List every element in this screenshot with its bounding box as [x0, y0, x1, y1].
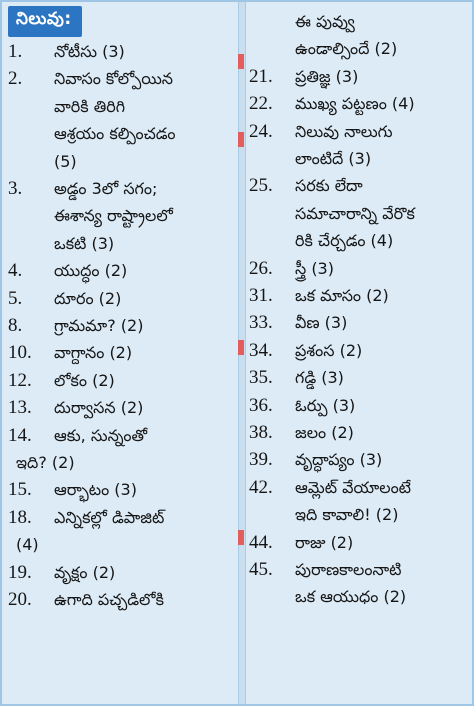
clue-continuation — [8, 150, 233, 174]
clue-text: నిలువు నాలుగు — [295, 121, 393, 141]
clue-number: 26. — [249, 257, 273, 279]
clue-item — [249, 476, 470, 500]
clue-item — [249, 120, 470, 144]
clue-text: ఆశ్రయం కల్పించడం — [54, 124, 176, 144]
section-title: నిలువు: — [8, 6, 82, 37]
clue-text: వృక్షం (2) — [54, 562, 116, 582]
clue-number: 4. — [8, 260, 23, 282]
clue-item — [8, 478, 233, 502]
clue-text: అడ్డం 3లో సగం; — [54, 179, 158, 198]
clue-item — [8, 396, 233, 420]
clue-item — [8, 588, 233, 612]
clue-number: 22. — [249, 93, 273, 115]
clue-item — [249, 65, 470, 89]
clue-text: వాగ్దానం (2) — [54, 343, 133, 363]
clue-number: 3. — [8, 178, 23, 199]
clue-item — [249, 421, 470, 445]
clue-number: 42. — [249, 476, 273, 498]
clue-number: 21. — [249, 65, 273, 87]
clue-continuation — [8, 533, 233, 557]
clue-text: ఆకు, సున్నంతో — [54, 425, 148, 445]
clue-continuation — [8, 232, 233, 256]
clue-number: 44. — [249, 531, 273, 553]
clue-text: స్త్రీ (3) — [295, 258, 334, 278]
clue-text: ఈశాన్య రాష్ట్రాలలో — [54, 206, 173, 226]
clue-text: (5) — [54, 151, 77, 171]
clue-text: దూరం (2) — [54, 288, 122, 308]
clue-text: ఎన్నికల్లో డిపాజిట్ — [54, 507, 165, 527]
clue-item — [249, 448, 470, 472]
divider-marker — [238, 340, 244, 355]
clue-number: 38. — [249, 422, 273, 443]
clue-number: 1. — [8, 41, 23, 62]
right-column — [249, 6, 470, 700]
clue-text: వారికి తిరిగి — [54, 96, 126, 116]
clue-text: వృద్ధాప్యం (3) — [295, 450, 383, 470]
clue-text: సమాచారాన్ని వేరొక — [295, 203, 415, 223]
clue-text: గ్రామమా? (2) — [54, 316, 144, 335]
clue-number: 2. — [8, 68, 23, 90]
divider-marker — [238, 132, 244, 147]
clue-continuation — [8, 122, 233, 146]
clue-item — [249, 366, 470, 390]
clue-number: 20. — [8, 589, 32, 610]
clue-continuation — [249, 503, 470, 527]
clue-number: 12. — [8, 369, 32, 391]
clue-text: ఒక ఆయుధం (2) — [295, 587, 407, 607]
clue-number: 8. — [8, 315, 23, 336]
clue-item — [249, 92, 470, 116]
clue-text: లాంటిదే (3) — [295, 149, 372, 168]
clue-text: ప్రతిజ్ఞ (3) — [295, 66, 359, 86]
clue-text: ముఖ్య పట్టణం (4) — [295, 94, 415, 114]
clue-text: వీణ (3) — [295, 313, 348, 333]
clue-number: 31. — [249, 285, 273, 306]
clue-item — [249, 311, 470, 335]
clue-number: 24. — [249, 120, 273, 142]
clue-item — [249, 284, 470, 308]
clue-text: ఇది? (2) — [16, 453, 75, 472]
clue-continuation — [8, 204, 233, 228]
clue-item — [8, 67, 233, 91]
clue-number: 5. — [8, 287, 23, 309]
clue-item — [8, 259, 233, 283]
clue-text: సరకు లేదా — [295, 176, 363, 196]
clue-continuation — [249, 37, 470, 61]
clue-item — [8, 561, 233, 585]
clue-item — [8, 40, 233, 64]
clue-continuation — [249, 585, 470, 609]
clue-number: 15. — [8, 479, 32, 501]
clue-text: ఉగాది పచ్చడిలోకి — [54, 590, 164, 609]
clue-text: ఓర్పు (3) — [295, 395, 356, 415]
clue-number: 39. — [249, 449, 273, 471]
clue-item — [249, 394, 470, 418]
clue-number: 25. — [249, 175, 273, 197]
clue-text: దుర్వాసన (2) — [54, 398, 144, 418]
clue-number: 10. — [8, 342, 32, 364]
clue-text: నివాసం కోల్పోయిన — [54, 69, 174, 89]
clue-number: 36. — [249, 394, 273, 416]
clue-number: 34. — [249, 339, 273, 361]
clue-item — [8, 506, 233, 530]
clue-item — [249, 10, 470, 34]
clue-text: ఒక మాసం (2) — [295, 286, 389, 305]
clue-text: ఇది కావాలి! (2) — [295, 505, 399, 525]
clue-continuation — [8, 95, 233, 119]
clue-item — [249, 174, 470, 198]
clue-text: ఒకటి (3) — [54, 233, 115, 253]
clue-continuation — [249, 229, 470, 253]
left-column — [8, 6, 233, 700]
clue-text: ఆమ్లెట్ వేయాలంటే — [295, 477, 412, 497]
clue-item — [8, 314, 233, 338]
divider-marker — [238, 530, 244, 545]
clue-text: లోకం (2) — [54, 370, 115, 390]
clue-text: (4) — [16, 535, 39, 555]
clue-continuation — [8, 451, 233, 475]
clue-text: ఉండాల్సిందే (2) — [295, 39, 398, 59]
divider-marker — [238, 54, 244, 69]
clue-item — [8, 341, 233, 365]
clue-text: గడ్డి (3) — [295, 368, 344, 388]
clue-continuation — [249, 147, 470, 171]
clue-text: ఈ పువ్వు — [295, 12, 355, 31]
clue-number: 35. — [249, 367, 273, 389]
clue-item — [249, 257, 470, 281]
clue-item — [8, 287, 233, 311]
clue-text: యుద్ధం (2) — [54, 261, 128, 281]
clue-number: 33. — [249, 312, 273, 334]
clue-number: 13. — [8, 397, 32, 419]
clue-text: నోటీసు (3) — [54, 42, 125, 61]
clue-number: 19. — [8, 561, 32, 583]
clue-text: ప్రశంస (2) — [295, 340, 363, 360]
clue-item — [8, 424, 233, 448]
clue-item — [249, 339, 470, 363]
clue-item — [249, 558, 470, 582]
clue-number: 14. — [8, 424, 32, 446]
clue-item — [8, 369, 233, 393]
clue-text: రాజు (2) — [295, 532, 354, 552]
clue-text: పురాణకాలంనాటి — [295, 560, 402, 579]
clue-item — [249, 531, 470, 555]
clue-text: జలం (2) — [295, 423, 354, 442]
clue-continuation — [249, 202, 470, 226]
clue-item — [8, 177, 233, 201]
clue-number: 45. — [249, 559, 273, 580]
clue-text: రికి చేర్చడం (4) — [295, 231, 394, 251]
clue-text: ఆర్భాటం (3) — [54, 480, 137, 500]
clue-number: 18. — [8, 506, 32, 528]
